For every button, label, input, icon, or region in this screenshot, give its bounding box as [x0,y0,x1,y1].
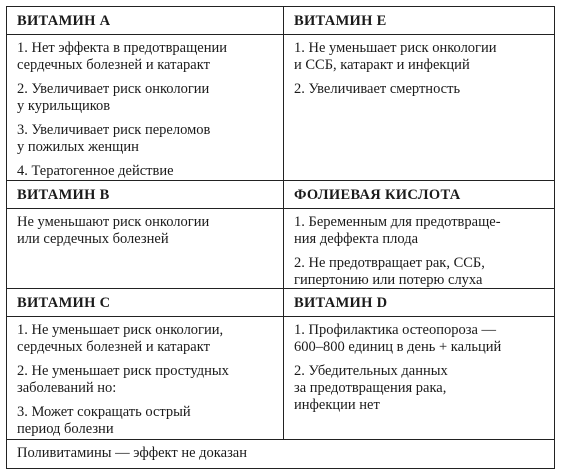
list-item: 1. Нет эффекта в предотвращении сердечных болезней и катаракт [17,40,227,73]
list-item: 3. Увеличивает риск переломов у пожилых женщин [17,122,211,155]
list-item: 3. Может сокращать острый период болезни [17,404,191,437]
vitamin-a-title: ВИТАМИН А [7,7,283,35]
vitamin-b-body [7,209,283,248]
vitamin-c-body [7,317,283,438]
list-item: 2. Увеличивает риск онкологии у курильщиков [17,81,210,114]
vitamin-a-body [7,35,283,180]
table-footer-row [7,440,554,468]
vitamin-b-cell [7,181,284,288]
folic-acid-title: ФОЛИЕВАЯ КИСЛОТА [284,181,554,209]
list-item: 2. Увеличивает смертность [294,81,461,97]
list-item: 1. Не уменьшает риск онкологии, сердечных болезней и катаракт [17,322,224,355]
vitamin-d-title: ВИТАМИН D [284,289,554,317]
list-item: Не уменьшают риск онкологии или сердечных болезней [17,214,210,247]
table-row [7,7,554,181]
list-item: 1. Профилактика остеопороза — 600–800 единиц в день + кальций [294,322,502,355]
vitamin-c-title: ВИТАМИН С [7,289,283,317]
folic-acid-body [284,209,554,289]
vitamin-e-cell [284,7,554,180]
folic-acid-cell [284,181,554,288]
vitamin-d-body [284,317,554,414]
list-item: 2. Убедительных данных за предотвращения рака, инфекции нет [294,363,448,413]
vitamin-b-title: ВИТАМИН В [7,181,283,209]
table-row [7,181,554,289]
list-item: 4. Тератогенное действие [17,163,174,179]
list-item: 1. Беременным для предотвраще- ния деффекта плода [294,214,501,247]
table-row [7,289,554,440]
vitamin-e-title: ВИТАМИН Е [284,7,554,35]
vitamin-a-cell [7,7,284,180]
vitamin-d-cell [284,289,554,439]
vitamin-e-body [284,35,554,98]
vitamin-c-cell [7,289,284,439]
list-item: 2. Не уменьшает риск простудных заболеваний но: [17,363,229,396]
multivitamins-note: Поливитамины — эффект не доказан [17,445,247,461]
list-item: 1. Не уменьшает риск онкологии и ССБ, катаракт и инфекций [294,40,497,73]
vitamins-table [6,6,555,469]
list-item: 2. Не предотвращает рак, ССБ, гипертонию или потерю слуха [294,255,485,288]
